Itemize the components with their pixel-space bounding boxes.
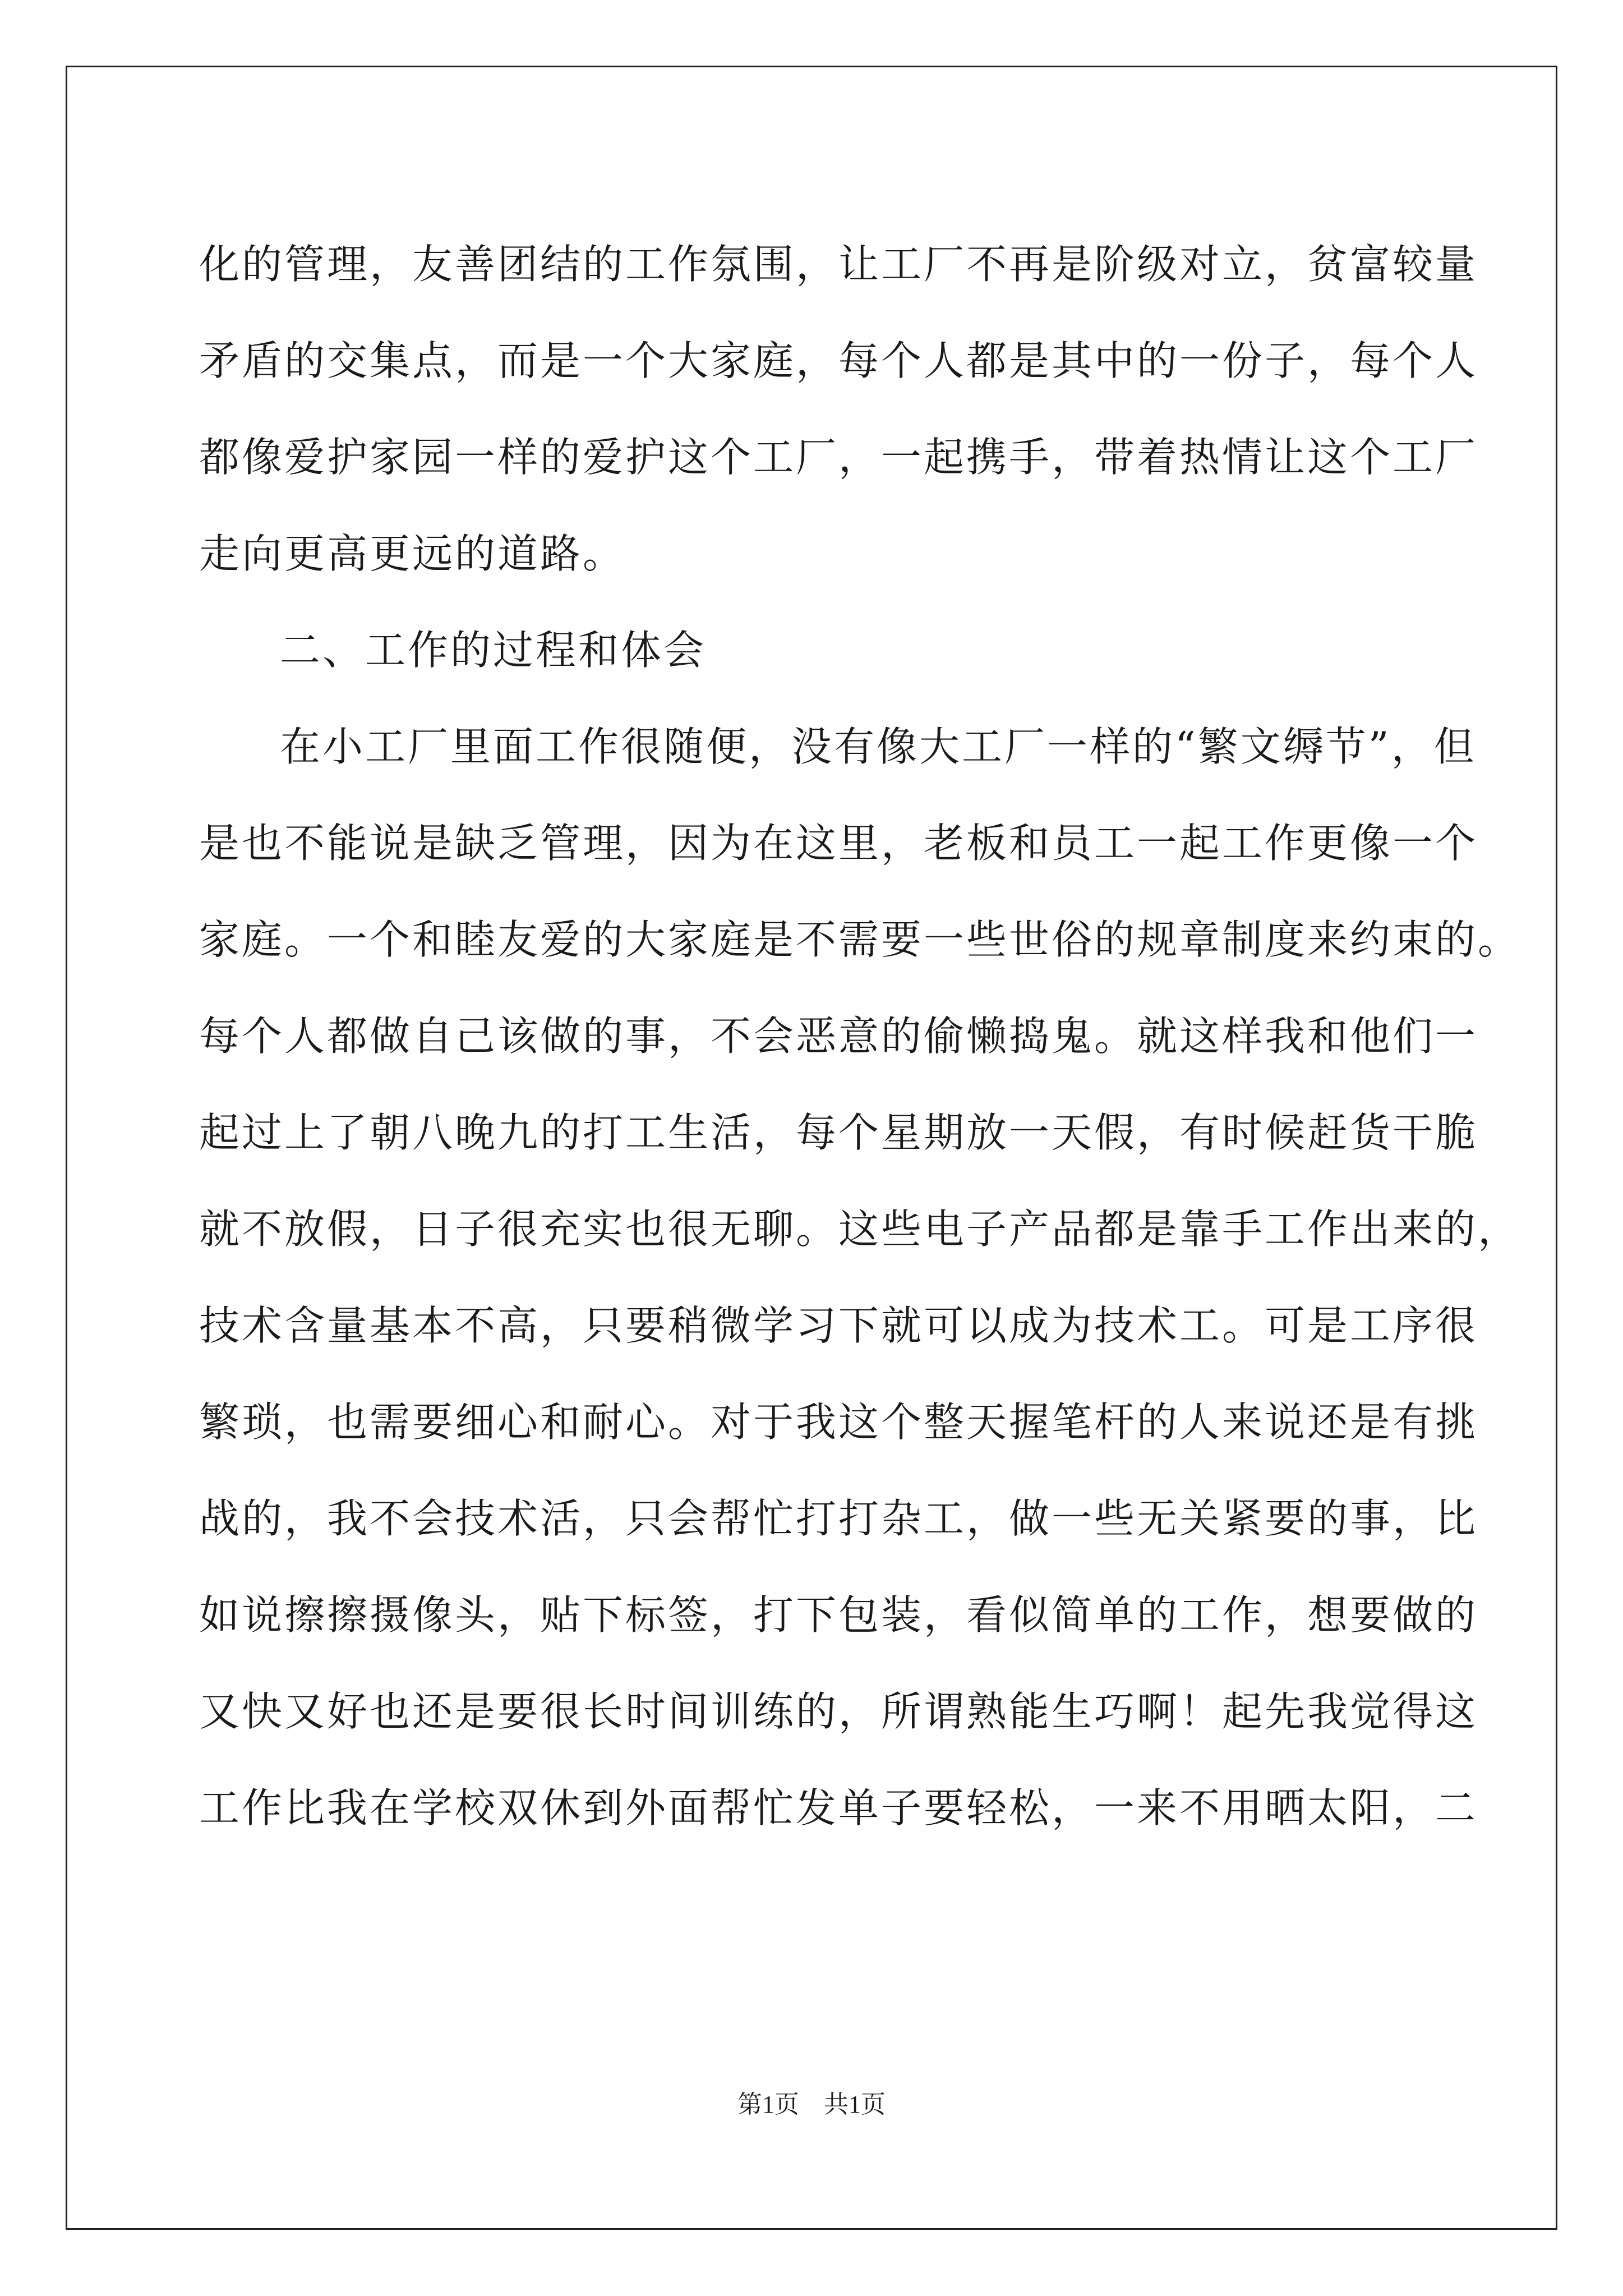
paragraph-start-line: 在小工厂里面工作很随便，没有像大工厂一样的“繁文缛节”，但 <box>280 723 1477 770</box>
text-line: 家庭。一个和睦友爱的大家庭是不需要一些世俗的规章制度来约束的。 <box>199 916 1521 963</box>
text-line: 又快又好也还是要很长时间训练的，所谓熟能生巧啊！起先我觉得这 <box>199 1688 1478 1735</box>
text-line: 走向更高更远的道路。 <box>199 530 626 577</box>
text-line: 工作比我在学校双休到外面帮忙发单子要轻松，一来不用晒太阳，二 <box>199 1784 1478 1832</box>
text-line: 是也不能说是缺乏管理，因为在这里，老板和员工一起工作更像一个 <box>199 820 1478 867</box>
text-line: 技术含量基本不高，只要稍微学习下就可以成为技术工。可是工序很 <box>199 1302 1478 1349</box>
text-line: 化的管理，友善团结的工作氛围，让工厂不再是阶级对立，贫富较量 <box>199 241 1478 288</box>
text-line: 就不放假，日子很充实也很无聊。这些电子产品都是靠手工作出来的， <box>199 1205 1521 1253</box>
section-heading: 二、工作的过程和体会 <box>280 627 707 674</box>
page-footer: 第1页 共1页 <box>737 2091 886 2118</box>
text-line: 繁琐，也需要细心和耐心。对于我这个整天握笔杆的人来说还是有挑 <box>199 1398 1478 1446</box>
text-line: 都像爱护家园一样的爱护这个工厂，一起携手，带着热情让这个工厂 <box>199 434 1478 481</box>
text-line: 如说擦擦摄像头，贴下标签，打下包装，看似简单的工作，想要做的 <box>199 1591 1478 1639</box>
document-body <box>199 216 1521 1856</box>
text-line: 起过上了朝八晚九的打工生活，每个星期放一天假，有时候赶货干脆 <box>199 1109 1478 1156</box>
text-line: 每个人都做自己该做的事，不会恶意的偷懒捣鬼。就这样我和他们一 <box>199 1013 1478 1060</box>
text-line: 战的，我不会技术活，只会帮忙打打杂工，做一些无关紧要的事，比 <box>199 1495 1478 1542</box>
text-line: 矛盾的交集点，而是一个大家庭，每个人都是其中的一份子，每个人 <box>199 337 1478 384</box>
